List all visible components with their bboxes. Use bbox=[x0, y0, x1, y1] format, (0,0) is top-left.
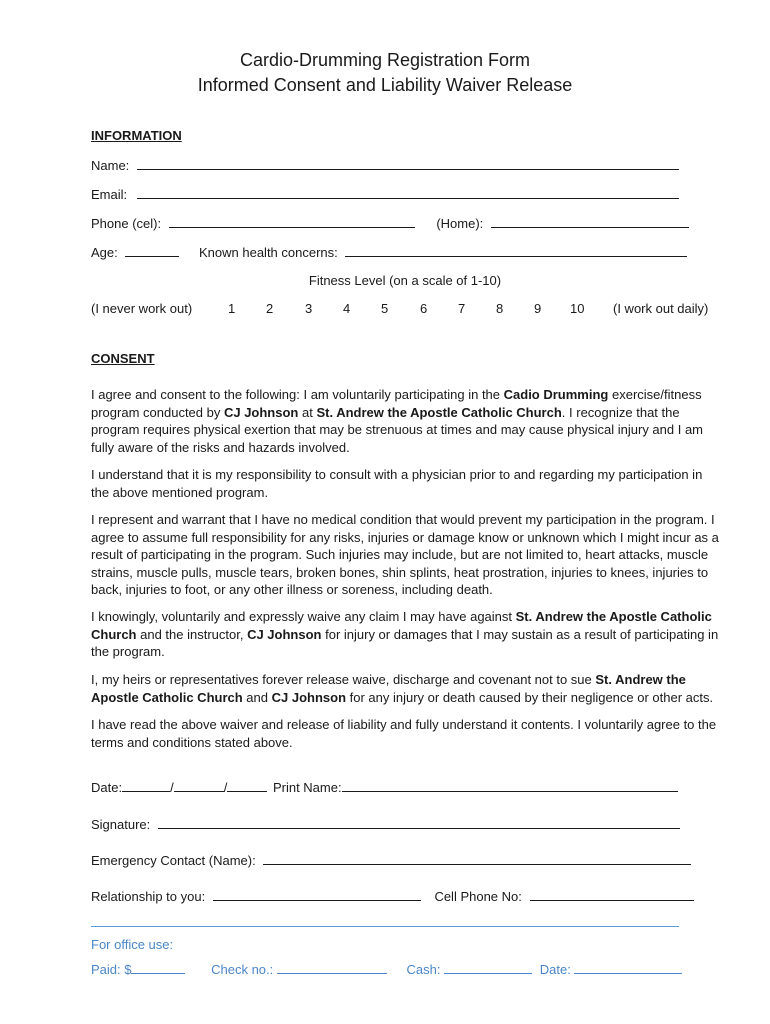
scale-option[interactable]: 5 bbox=[381, 301, 389, 316]
scale-option[interactable]: 6 bbox=[420, 301, 428, 316]
consent-paragraph-1: I agree and consent to the following: I am voluntarily participating in the Cadio Drumming exercise/fitness program conducted by CJ Johnson at St. Andrew the Apostle Catholic Church. I recognize that the program requires physical exertion that may be strenuous at times and may cause physical injury and I am fully aware of the risks and hazards involved. bbox=[91, 387, 704, 455]
office-use-title: For office use: bbox=[91, 937, 174, 952]
scale-option[interactable]: 10 bbox=[570, 301, 585, 316]
consent-paragraph-2: I understand that it is my responsibility to consult with a physician prior to and regarding my participation in the above mentioned program. bbox=[91, 467, 703, 500]
date-row bbox=[91, 779, 678, 795]
phone-cel-label: Phone (cel): bbox=[91, 216, 162, 231]
consent-heading: CONSENT bbox=[91, 351, 155, 366]
phone-row bbox=[91, 215, 689, 231]
consent-paragraph-3: I represent and warrant that I have no medical condition that would prevent my participation in the program. I agree to assume full responsibility for any risks, injuries or damage know or unknown which I might incur as a result of participating in the program. Such injuries may include, but are not limited to, heart attacks, muscle strains, muscle pulls, muscle tears, broken bones, shin splints, heat prostration, injuries to knees, injuries to back, injuries to foot, or any other illness or soreness, including death. bbox=[91, 512, 719, 597]
print-name-label: Print Name: bbox=[272, 780, 342, 795]
phone-home-label: (Home): bbox=[436, 216, 484, 231]
office-divider bbox=[91, 926, 679, 927]
emergency-contact-field[interactable] bbox=[263, 852, 691, 865]
date-separator: / bbox=[170, 780, 174, 795]
date-year-field[interactable] bbox=[227, 779, 267, 792]
name-label: Name: bbox=[91, 158, 130, 173]
phone-cel-field[interactable] bbox=[169, 215, 415, 228]
name-row bbox=[91, 157, 679, 173]
date-day-field[interactable] bbox=[174, 779, 224, 792]
scale-option[interactable]: 8 bbox=[496, 301, 504, 316]
signature-row bbox=[91, 816, 680, 832]
email-field[interactable] bbox=[137, 186, 679, 199]
office-date-field[interactable] bbox=[574, 961, 682, 974]
date-month-field[interactable] bbox=[122, 779, 170, 792]
age-row bbox=[91, 244, 687, 260]
scale-option[interactable]: 2 bbox=[266, 301, 274, 316]
information-heading: INFORMATION bbox=[91, 128, 182, 143]
phone-home-field[interactable] bbox=[491, 215, 689, 228]
health-label: Known health concerns: bbox=[199, 245, 338, 260]
scale-option[interactable]: 7 bbox=[458, 301, 466, 316]
scale-option[interactable]: 1 bbox=[228, 301, 236, 316]
print-name-field[interactable] bbox=[342, 779, 678, 792]
paid-field[interactable] bbox=[131, 961, 185, 974]
cell-phone-field[interactable] bbox=[530, 888, 694, 901]
cash-label: Cash: bbox=[406, 962, 441, 977]
date-label: Date: bbox=[91, 780, 123, 795]
date-separator: / bbox=[223, 780, 228, 795]
signature-field[interactable] bbox=[158, 816, 680, 829]
emergency-row bbox=[91, 852, 691, 868]
age-label: Age: bbox=[91, 245, 118, 260]
signature-label: Signature: bbox=[91, 817, 151, 832]
office-date-label: Date: bbox=[539, 962, 571, 977]
cash-field[interactable] bbox=[444, 961, 532, 974]
check-field[interactable] bbox=[277, 961, 387, 974]
paid-label: Paid: $ bbox=[91, 962, 132, 977]
name-field[interactable] bbox=[137, 157, 679, 170]
form-title: Cardio-Drumming Registration Form bbox=[239, 50, 531, 70]
email-row bbox=[91, 186, 679, 202]
scale-option[interactable]: 3 bbox=[305, 301, 313, 316]
fitness-level-title: Fitness Level (on a scale of 1-10) bbox=[308, 273, 502, 288]
email-label: Email: bbox=[91, 187, 128, 202]
health-field[interactable] bbox=[345, 244, 687, 257]
consent-paragraph-6: I have read the above waiver and release of liability and fully understand it contents. I voluntarily agree to the terms and conditions stated above. bbox=[91, 717, 717, 750]
scale-option[interactable]: 4 bbox=[343, 301, 351, 316]
relationship-field[interactable] bbox=[213, 888, 421, 901]
emergency-contact-label: Emergency Contact (Name): bbox=[91, 853, 256, 868]
consent-paragraph-5: I, my heirs or representatives forever release waive, discharge and covenant not to sue St. Andrew the Apostle Catholic Church and CJ Johnson for any injury or death caused by their negligence or other acts. bbox=[91, 672, 714, 705]
consent-paragraph-4: I knowingly, voluntarily and expressly waive any claim I may have against St. Andrew the Apostle Catholic Church and the instructor, CJ Johnson for injury or damages that I may sustain as a result of participating in the program. bbox=[91, 609, 719, 659]
check-label: Check no.: bbox=[211, 962, 274, 977]
scale-option[interactable]: 9 bbox=[534, 301, 542, 316]
cell-phone-label: Cell Phone No: bbox=[434, 889, 522, 904]
age-field[interactable] bbox=[125, 244, 179, 257]
office-row bbox=[91, 961, 682, 977]
relationship-label: Relationship to you: bbox=[91, 889, 206, 904]
scale-high-label: (I work out daily) bbox=[613, 301, 709, 316]
scale-low-label: (I never work out) bbox=[91, 301, 193, 316]
form-subtitle: Informed Consent and Liability Waiver Release bbox=[197, 75, 573, 95]
relationship-row bbox=[91, 888, 694, 904]
